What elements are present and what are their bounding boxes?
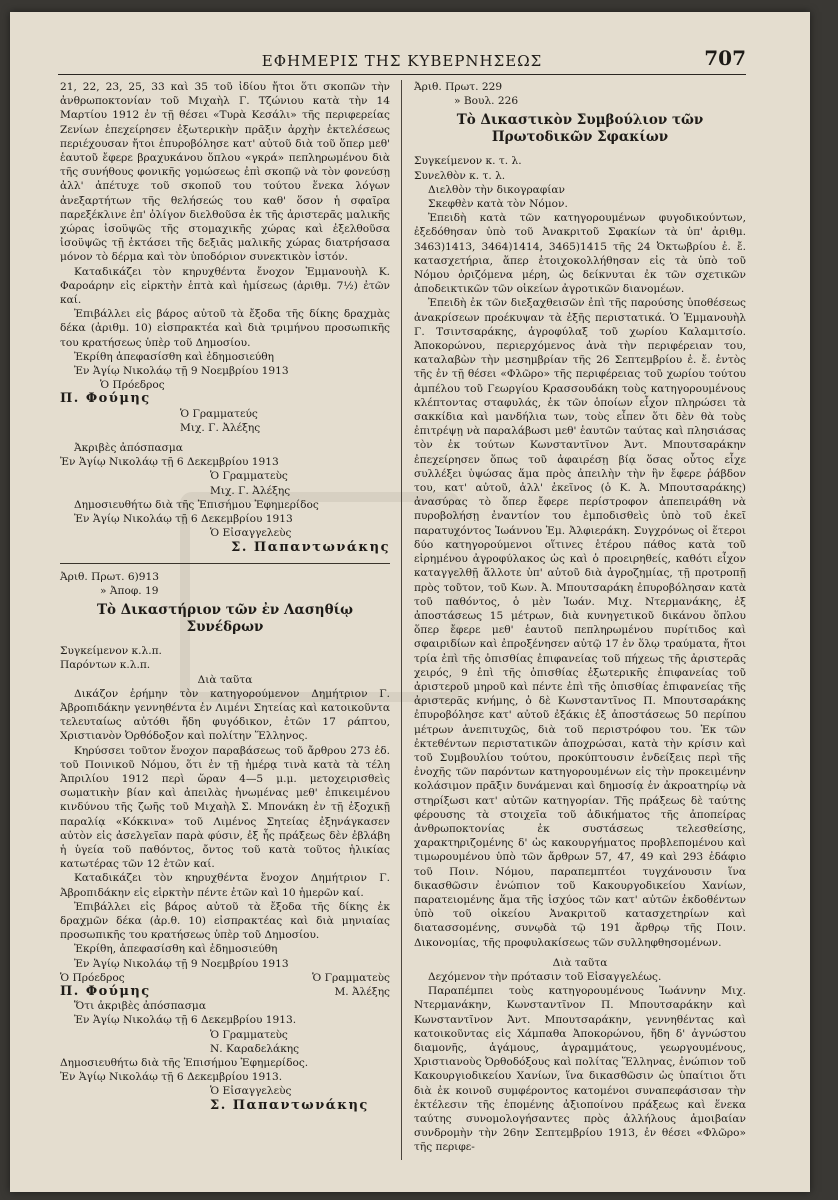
date-line: Ἐν Ἁγίῳ Νικολάῳ τῇ 9 Νοεμβρίου 1913 bbox=[74, 957, 289, 970]
right-column bbox=[414, 80, 746, 1155]
dia-tauta: Διὰ ταῦτα bbox=[197, 673, 253, 686]
column-divider bbox=[401, 80, 402, 1160]
considered-line: Σκεφθὲν κατὰ τὸν Νόμον. bbox=[428, 198, 568, 211]
copy-label: Ἀκριβὲς ἀπόσπασμα bbox=[74, 442, 183, 455]
secretary-name: Μιχ. Γ. Ἀλέξης bbox=[180, 421, 261, 434]
copy-date: Ἐν Ἁγίῳ Νικολάῳ τῇ 6 Δεκεμβρίου 1913 bbox=[60, 456, 279, 469]
paragraph: Ἐπιβάλλει εἰς βάρος αὐτοῦ τὰ ἔξοδα τῆς δίκης ἐκ δραχμῶν δέκα (ἀρ.θ. 10) εἰσπρακτέας καὶ διὰ μηνιαίας προσωπικῆς του κρατήσεως ὑπὲρ τοῦ Δημοσίου. bbox=[60, 900, 390, 942]
publication-order: Δημοσιευθήτω διὰ τῆς Ἐπισήμου Ἐφημερίδος. bbox=[60, 1057, 309, 1069]
reviewed-line: Διελθὸν τὴν δικογραφίαν bbox=[428, 183, 565, 196]
gazette-page bbox=[10, 12, 810, 1192]
secretary-name: Μιχ. Γ. Ἀλέξης bbox=[210, 484, 291, 497]
prosecutor-label: Ὁ Εἰσαγγελεὺς bbox=[210, 527, 292, 540]
assembled-line: Συνελθὸν κ. τ. λ. bbox=[414, 169, 506, 182]
publication-date: Ἐν Ἁγίῳ Νικολάῳ τῇ 6 Δεκεμβρίου 1913 bbox=[74, 513, 293, 526]
paragraph: Παραπέμπει τοὺς κατηγορουμένους Ἰωάννην Μιχ. Ντερμανάκην, Κωνσταντῖνον Π. Μπουτσαράκην καὶ Κωνσταντῖνον Ἀντ. Μπουτσαράκην, γεννηθέντας καὶ κατοικοῦντας εἰς Χάμπαθα Ἀποκορώνου, ἤδη δ' ἀγνώστου διαμονῆς, ἀγάμους, ἀγραμμάτους, γεωργουμένους, Χριστιανοὺς Ὀρθοδόξους καὶ πολίτας Ἕλληνας, ἐνώπιον τοῦ Κακουργιοδικείου Χανίων, ἵνα δικασθῶσιν ὡς ὑπαίτιοι ὅτι διὰ ἐκ κοινοῦ συμφέροντος κατομένοι συναπεφάσισαν τὴν ἐκτέλεσιν τῆς ἑπομένης ἀξιοποίνου πράξεως καὶ ἕνεκα ταύτης συνομολογήσαντες πρὸς ἀλλήλους ἀμοιβαίαν συνδρομὴν τὴν 26ην Σεπτεμβρίου 1913, ἐν θέσει «Φλῶρο» τῆς περιφε- bbox=[414, 985, 746, 1154]
convened-line: Συγκείμενον κ. τ. λ. bbox=[414, 155, 522, 168]
signature-row bbox=[60, 985, 390, 999]
secretary-name: Μ. Ἀλέξης bbox=[334, 985, 390, 998]
paragraph: Καταδικάζει τὸν κηρυχθέντα ἔνοχον Δημήτριον Γ. Ἀβροπιδάκην εἰς εἱρκτὴν πέντε ἐτῶν καὶ 10 ἡμερῶν καί. bbox=[60, 872, 390, 899]
gazette-title: ΕΦΗΜΕΡΙΣ ΤΗΣ ΚΥΒΕΡΝΗΣΕΩΣ bbox=[261, 52, 543, 70]
prosecutor-signature: Σ. Παπαντωνάκης bbox=[231, 539, 390, 555]
section-divider bbox=[60, 563, 390, 564]
paragraph: Δικάζον ἐρήμην τὸν κατηγορούμενον Δημήτριον Γ. Ἀβροπιδάκην γεννηθέντα ἐν Λιμένι Σητείας καὶ κατοικοῦντα τελευταίως αὐτόθι ἤδη φυγόδικον, ἐτῶν 17 ράπτου, Χριστιανὸν Ὀρθόδοξον καὶ πολίτην Ἕλληνος. bbox=[60, 687, 390, 743]
secretary-name: Ν. Καραδελάκης bbox=[210, 1042, 300, 1055]
paragraph: 21, 22, 23, 25, 33 καὶ 35 τοῦ ἰδίου ἤτοι ὅτι σκοπῶν τὴν ἀνθρωποκτονίαν τοῦ Μιχαὴλ Γ. Τζώνιου κατὰ τὴν 14 Μαρτίου 1912 ἐν τῇ θέσει «Τυρὰ Κεσάλι» τῆς περιφερείας Ζενίων ἐπεχείρησεν ἐξωτερικὴν πρᾶξιν ἀρχὴν ἐκτελέσεως περιέχουσαν ἤτοι ἐπυροβόλησε κατ' αὐτοῦ διὰ τοῦ ὅπερ μεθ' ἑαυτοῦ ἔφερε βραχυκάνου ὅπλου «γκρά» πεπληρωμένου διὰ τῆς συνήθους φονικῆς γομώσεως ἐπὶ σκοπῷ νὰ τὸν φονεύσῃ ἀλλ' ἀπέτυχε τοῦ σκοποῦ του τούτου ἕνεκα λόγων ἀνεξαρτήτων τῆς θελήσεώς του καθ' ὅσον ἡ σφαῖρα παρεξέκλινε ἐπ' ὀλίγον διελθοῦσα ἐκ τῆς ἀριστερᾶς μαλικῆς χώρας ἰσοϋψῶς τῆς στομαχικῆς χώρας καὶ ἐξελθοῦσα ἰσοϋψῶς τῇ ἐκτάσει τῆς δεξιᾶς μαλικῆς χώρας διατρήσασα μόνον τὸ δέρμα καὶ τὸν ὑποδόριον συνεκτικὸν ἱστόν. bbox=[60, 81, 390, 264]
paragraph: Κηρύσσει τοῦτον ἔνοχον παραβάσεως τοῦ ἄρθρου 273 ἐδ. τοῦ Ποινικοῦ Νόμου, ὅτι ἐν τῇ ἡμέρᾳ τινὰ κατὰ τὰ τέλη Ἀπριλίου 1912 περὶ ὥραν 4—5 μ.μ. μετοχειρισθεὶς σωματικὴν βίαν καὶ ἀπειλὰς ἠνωμένας μεθ' ἐπικειμένου κινδύνου τῆς ζωῆς τοῦ Μιχαὴλ Σ. Μπονάκη ἐν τῇ ἐξοχικῇ παραλίᾳ «Κόκκινα» τοῦ Λιμένος Σητείας ἐξηνάγκασεν αὐτὸν εἰς ἀσελγεῖαν παρὰ φύσιν, ἐξ ἧς πράξεως δὲν ἐβλάβη ἡ ὑγεία τοῦ παθόντος, ὄντος τοῦ κατὰ τοῦτος ἡλικίας κατωτέρας τῶν 12 ἐτῶν καί. bbox=[60, 744, 390, 871]
signature-row bbox=[60, 971, 390, 985]
publication-order: Δημοσιευθήτω διὰ τῆς Ἐπισήμου Ἐφημερίδος bbox=[74, 498, 319, 511]
secretary-label: Ὁ Γραμματεὺς bbox=[210, 470, 288, 483]
prosecutor-label: Ὁ Εἰσαγγελεὺς bbox=[210, 1085, 292, 1098]
president-signature: Π. Φούμης bbox=[60, 391, 151, 407]
paragraph: Ἐκρίθη, ἀπεφασίσθη καὶ ἐδημοσιεύθη bbox=[74, 943, 278, 956]
paragraph: Δεχόμενον τὴν πρότασιν τοῦ Εἰσαγγελέως. bbox=[428, 970, 662, 983]
left-column bbox=[60, 80, 390, 1113]
paragraph: Ἐπειδὴ κατὰ τῶν κατηγορουμένων φυγοδικούντων, ἐξεδόθησαν ὑπὸ τοῦ Ἀνακριτοῦ Σφακίων τὰ ὑπ' ἀριθμ. 3463)1413, 3464)1414, 3465)1415 τῆς 24 Ὀκτωβρίου ἐ. ἔ. κατασχετήρια, ἅπερ ἐτοιχοκολλήθησαν εἰς τὰ ὑπὸ τοῦ Νόμου ὁριζόμενα μέρη, ὡς δείκνυται ἐκ τῶν σχετικῶν ἀποδεικτικῶν τῶν οἰκείων ἀγροτικῶν διανομέων. bbox=[414, 212, 746, 296]
page-number: 707 bbox=[704, 46, 746, 70]
dia-tauta: Διὰ ταῦτα bbox=[552, 956, 608, 969]
president-label: Ὁ Πρόεδρος bbox=[60, 971, 125, 984]
secretary-label: Ὁ Γραμματεὺς bbox=[312, 971, 390, 984]
president-signature: Π. Φούμης bbox=[60, 983, 151, 999]
reference-number: Ἀριθ. Πρωτ. 229 bbox=[414, 81, 503, 93]
date-line: Ἐν Ἁγίῳ Νικολάῳ τῇ 9 Νοεμβρίου 1913 bbox=[74, 365, 289, 378]
section-heading: Τὸ Δικαστικὸν Συμβούλιον τῶν Πρωτοδικῶν Σφακίων bbox=[456, 112, 704, 146]
present-line: Παρόντων κ.λ.π. bbox=[60, 659, 151, 672]
secretary-label: Ὁ Γραμματεύς bbox=[180, 407, 258, 420]
publication-date: Ἐν Ἁγίῳ Νικολάῳ τῇ 6 Δεκεμβρίου 1913. bbox=[60, 1071, 283, 1084]
copy-label: Ὅτι ἀκριβὲς ἀπόσπασμα bbox=[74, 1000, 206, 1013]
president-label: Ὁ Πρόεδρος bbox=[100, 379, 165, 392]
paragraph: Ἐκρίθη ἀπεφασίσθη καὶ ἐδημοσιεύθη bbox=[74, 350, 275, 363]
paragraph: Καταδικάζει τὸν κηρυχθέντα ἔνοχον Ἐμμανουὴλ Κ. Φαροάρην εἰς εἱρκτὴν ἑπτὰ καὶ ἡμίσεως (ἀριθμ. 7½) ἐτῶν καί. bbox=[60, 265, 390, 307]
convened-line: Συγκείμενον κ.λ.π. bbox=[60, 645, 162, 658]
section-heading: Τὸ Δικαστήριον τῶν ἐν Λασηθίῳ Συνέδρων bbox=[97, 602, 353, 636]
copy-date: Ἐν Ἁγίῳ Νικολάῳ τῇ 6 Δεκεμβρίου 1913. bbox=[74, 1014, 297, 1027]
secretary-label: Ὁ Γραμματεὺς bbox=[210, 1028, 288, 1041]
reference-number: Ἀριθ. Πρωτ. 6)913 bbox=[60, 570, 159, 583]
paragraph: Ἐπειδὴ ἐκ τῶν διεξαχθεισῶν ἐπὶ τῆς παρούσης ὑποθέσεως ἀνακρίσεων προέκυψαν τὰ ἑξῆς περιστατικά. Ὁ Ἐμμανουὴλ Γ. Τσιντσαράκης, ἀγροφύλαξ τοῦ χωρίου Καλαμιτσίο. Ἀποκορώνου, περιερχόμενος ἀνὰ τὴν περιφέρειαν του, καταλαβὼν τὴν μεσημβρίαν τῆς 26 Σεπτεμβρίου ἐ. ἔ. ἐντὸς τῆς ἐν τῇ θέσει «Φλῶρο» τῆς περιφέρειας τοῦ χωρίου τούτου ἀμπέλου τοῦ Γεωργίου Κρασσουδάκη τοὺς κατηγορουμένους κλέπτοντας σταφυλάς, ἐκ τῶν ὁποίων εἶχον πληρώσει τὰ σακκίδια καὶ μανδήλια των, τοὺς εἶπεν ὅτι δὲν θὰ τοὺς ἐπιτρέψῃ νὰ παραλάβωσι μεθ' ἑαυτῶν ταύτας καὶ πλησιάσας τὸν ἐκ τούτων Κωνσταντῖνον Ἀντ. Μπουτσαράκην ἐπεχείρησεν ὅπως τοῦ ἀφαιρέσῃ βίᾳ ὅσας οὗτος εἶχε συλλέξει ὑψώσας ἅμα πρὸς ἀπειλὴν τὴν ἣν ἔφερε ῥάβδον του, κατ' αὐτοῦ, ἀλλ' ἐκεῖνος (ὁ Κ. Ἀ. Μπουτσαράκης) ἀνασύρας τὸ ὅπερ ἔφερε περίστροφον ἀπεπειράθη νὰ πυροβολήσῃ ἐναντίον του ἐμποδισθεὶς ὑπὸ τοῦ ἐκεῖ παρατυχόντος Ἰωάννου Ἐμ. Ἀλφιεράκη. Συγχρόνως οἱ ἕτεροι δύο κατηγορούμενοι οἵτινες ἑτέρου πάθος κατὰ τοῦ εἰρημένου ἀγροφύλακος ὡς καὶ ὁ προειρηθείς, καθότι εἶχον καταγγελθῇ ἄλλοτε ὑπ' αὐτοῦ διὰ ἀγροζημίας, τῇ προτροπῇ πρὸς τοῦτον, τοῦ Κων. Ἀ. Μπουτσαράκη ἐπυροβόλησαν κατὰ τοῦ παθόντος, ὁ μὲν Ἰωάν. Μιχ. Ντερμανάκης, ἐξ ἀποστάσεως 15 μέτρων, διὰ κυνηγετικοῦ δικάνου ὅπλου ὅπερ ἔφερε μεθ' ἑαυτοῦ πεπληρωμένου πυρίτιδος καὶ σφαιριδίων καὶ ἐπροξένησεν αὐτῷ 17 ἐν ὅλῳ τραύματα, ἤτοι τρία ἐπὶ τῆς ὀπισθίας ἐπιφανείας τοῦ πήχεως τῆς ἀριστερᾶς χειρός, 9 ἐπὶ τῆς ὀπισθίας ἐξωτερικῆς ἐπιφανείας τοῦ ἀριστεροῦ μηροῦ καὶ πέντε ἐπὶ τῆς ὀπισθίας ἐπιφανείας τῆς ἀριστερᾶς κνήμης, ὁ δὲ Κωνσταντῖνος Π. Μπουτσαράκης ἐπυροβόλησε κατ' αὐτοῦ ἐξάκις ἐξ ἀποστάσεως 50 περίπου μέτρων ἀνεπιτυχῶς, διὰ τοῦ περιστρόφου του. Ἐκ τῶν ἐκτεθέντων περιστατικῶν ἀποχρώσαι, κατὰ τὴν κρίσιν καὶ τοῦ Συμβουλίου τούτου, προκύπτουσιν ἐνδείξεις περὶ τῆς ἐνοχῆς τῶν παρόντων κατηγορουμένων εἰς τὴν προκειμένην κολάσιμον πρᾶξιν δυνάμεναι καὶ δημοσίᾳ ἐν ἀκροατηρίῳ νὰ στηρίξωσι κατ' αὐτῶν κατηγορίαν. Τῆς πράξεως δὲ ταύτης φέρουσης τὰ στοιχεῖα τοῦ ἀδικήματος τῆς ἀποπείρας ἀνθρωποκτονίας ἐκ συστάσεως τελεσθείσης, χαρακτηριζομένης δ' ὡς κακουργήματος προβλεπομένου καὶ τιμωρουμένου ὑπὸ τῶν ἄρθρων 57, 47, 49 καὶ 293 ἐδάφιο τοῦ Ποιν. Νόμου, παραπεμπτέοι τυγχάνουσιν ἵνα δικασθῶσιν ἐνώπιον τοῦ Κακουργοδικείου Χανίων, παρατειομένης ἅμα τῆς ἰσχύος τῶν κατ' αὐτῶν ἐκδοθέντων ὑπὸ τοῦ οἰκείου Ἀνακριτοῦ κατασχετηρίων καὶ διατασσομένης, συνῳδὰ τῷ 191 ἄρθρῳ τῆς Ποιν. Δικονομίας, τῆς προφυλακίσεως τῶν συλληφθησομένων. bbox=[414, 297, 746, 949]
council-number: » Βουλ. 226 bbox=[454, 95, 519, 108]
paragraph: Ἐπιβάλλει εἰς βάρος αὐτοῦ τὰ ἔξοδα τῆς δίκης δραχμὰς δέκα (ἀριθμ. 10) εἰσπρακτέα καὶ διὰ τριμήνου προσωπικῆς του κρατήσεως ὑπὲρ τοῦ Δημοσίου. bbox=[60, 308, 390, 349]
decision-number: » Ἀποφ. 19 bbox=[100, 584, 159, 597]
prosecutor-signature: Σ. Παπαντωνάκης bbox=[210, 1097, 369, 1113]
page-header bbox=[58, 48, 746, 75]
